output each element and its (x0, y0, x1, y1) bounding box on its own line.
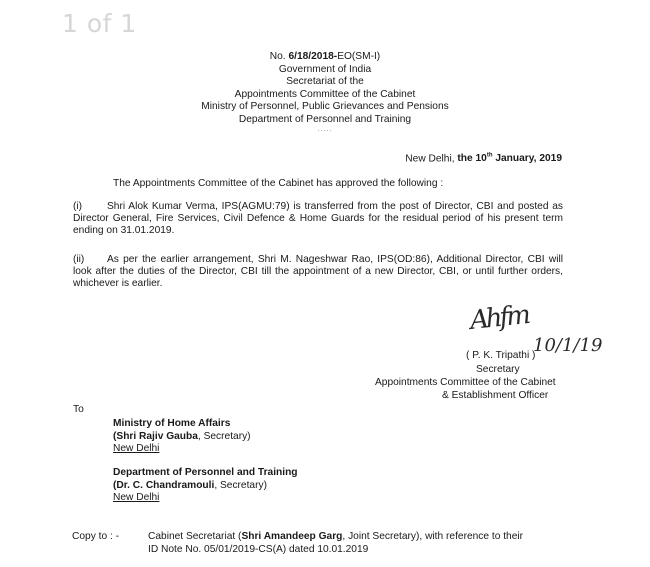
addressee-city: New Delhi (113, 443, 160, 454)
addressee-2 (113, 467, 298, 505)
header-government: Government of India (278, 63, 372, 75)
date (457, 153, 562, 164)
addressee-org: Department of Personnel and Training (113, 467, 298, 478)
signatory-org-2: & Establishment Officer (442, 390, 549, 401)
paragraph-text: As per the earlier arrangement, Shri M. Nageshwar Rao, IPS(OD:86), Additional Director, CBI will look after the duties of the Director, CBI till the appointment of a new Director, CBI, or until further orders, whichever is earlier. (73, 254, 563, 289)
header-committee: Appointments Committee of the Cabinet (234, 88, 416, 100)
file-number-prefix: No. (269, 51, 289, 62)
order-paragraph-2 (73, 254, 563, 290)
signatory-name: ( P. K. Tripathi ) (466, 350, 536, 361)
addressee-org: Ministry of Home Affairs (113, 418, 231, 429)
header-ministry: Ministry of Personnel, Public Grievances and Pensions (201, 101, 449, 112)
copy-to-line-1 (148, 531, 568, 544)
header-department: Department of Personnel and Training (238, 113, 412, 125)
paragraph-text: Shri Alok Kumar Verma, IPS(AGMU:79) is transferred from the post of Director, CBI and posted as Director General, Fire Services, Civil Defence & Home Guards for the residual period of his present term ending on 31.01.2019. (73, 201, 563, 236)
signatory-org: Appointments Committee of the Cabinet (375, 377, 556, 388)
copy-to-org: Cabinet Secretariat ( (148, 531, 242, 542)
signatory-title: Secretary (476, 364, 520, 375)
place: New Delhi, (405, 153, 458, 165)
file-number-suffix: EO(SM-I) (337, 51, 381, 62)
copy-to-label: Copy to : - (72, 531, 119, 542)
addressee-person (113, 431, 251, 444)
paragraph-number: (ii) (73, 254, 85, 265)
intro-text: The Appointments Committee of the Cabinet has approved the following : (113, 178, 444, 189)
header-secretariat: Secretariat of the (286, 76, 364, 87)
page-indicator: 1 of 1 (62, 9, 137, 38)
place-date (405, 150, 562, 165)
paragraph-number: (i) (73, 201, 83, 212)
copy-to-text (148, 531, 568, 556)
addressee-person-name: (Shri Rajiv Gauba (113, 430, 198, 442)
order-paragraph-1 (73, 201, 563, 237)
addressee-city: New Delhi (113, 492, 160, 503)
addressee-person (113, 480, 298, 493)
handwritten-date: 10/1/19 (533, 335, 603, 356)
file-number (0, 51, 650, 64)
copy-to-role: , Joint Secretary), with reference to their (342, 531, 524, 542)
handwritten-signature: Ahfm (468, 300, 530, 336)
copy-to-person: Shri Amandeep Garg (241, 531, 343, 542)
file-number-bold: 6/18/2018- (288, 51, 338, 62)
date-prefix: the 10 (457, 153, 487, 165)
addressee-person-role: , Secretary) (214, 479, 267, 491)
header-separator: ..... (317, 126, 333, 133)
addressee-person-role: , Secretary) (197, 430, 251, 442)
to-label: To (73, 404, 84, 415)
date-suffix: January, 2019 (492, 153, 562, 165)
addressee-person-name: (Dr. C. Chandramouli (113, 479, 215, 491)
date-superscript: th (486, 153, 493, 159)
document-header (0, 51, 650, 139)
copy-to-line-2: ID Note No. 05/01/2019-CS(A) dated 10.01.2019 (148, 543, 369, 555)
addressee-1 (113, 418, 251, 456)
